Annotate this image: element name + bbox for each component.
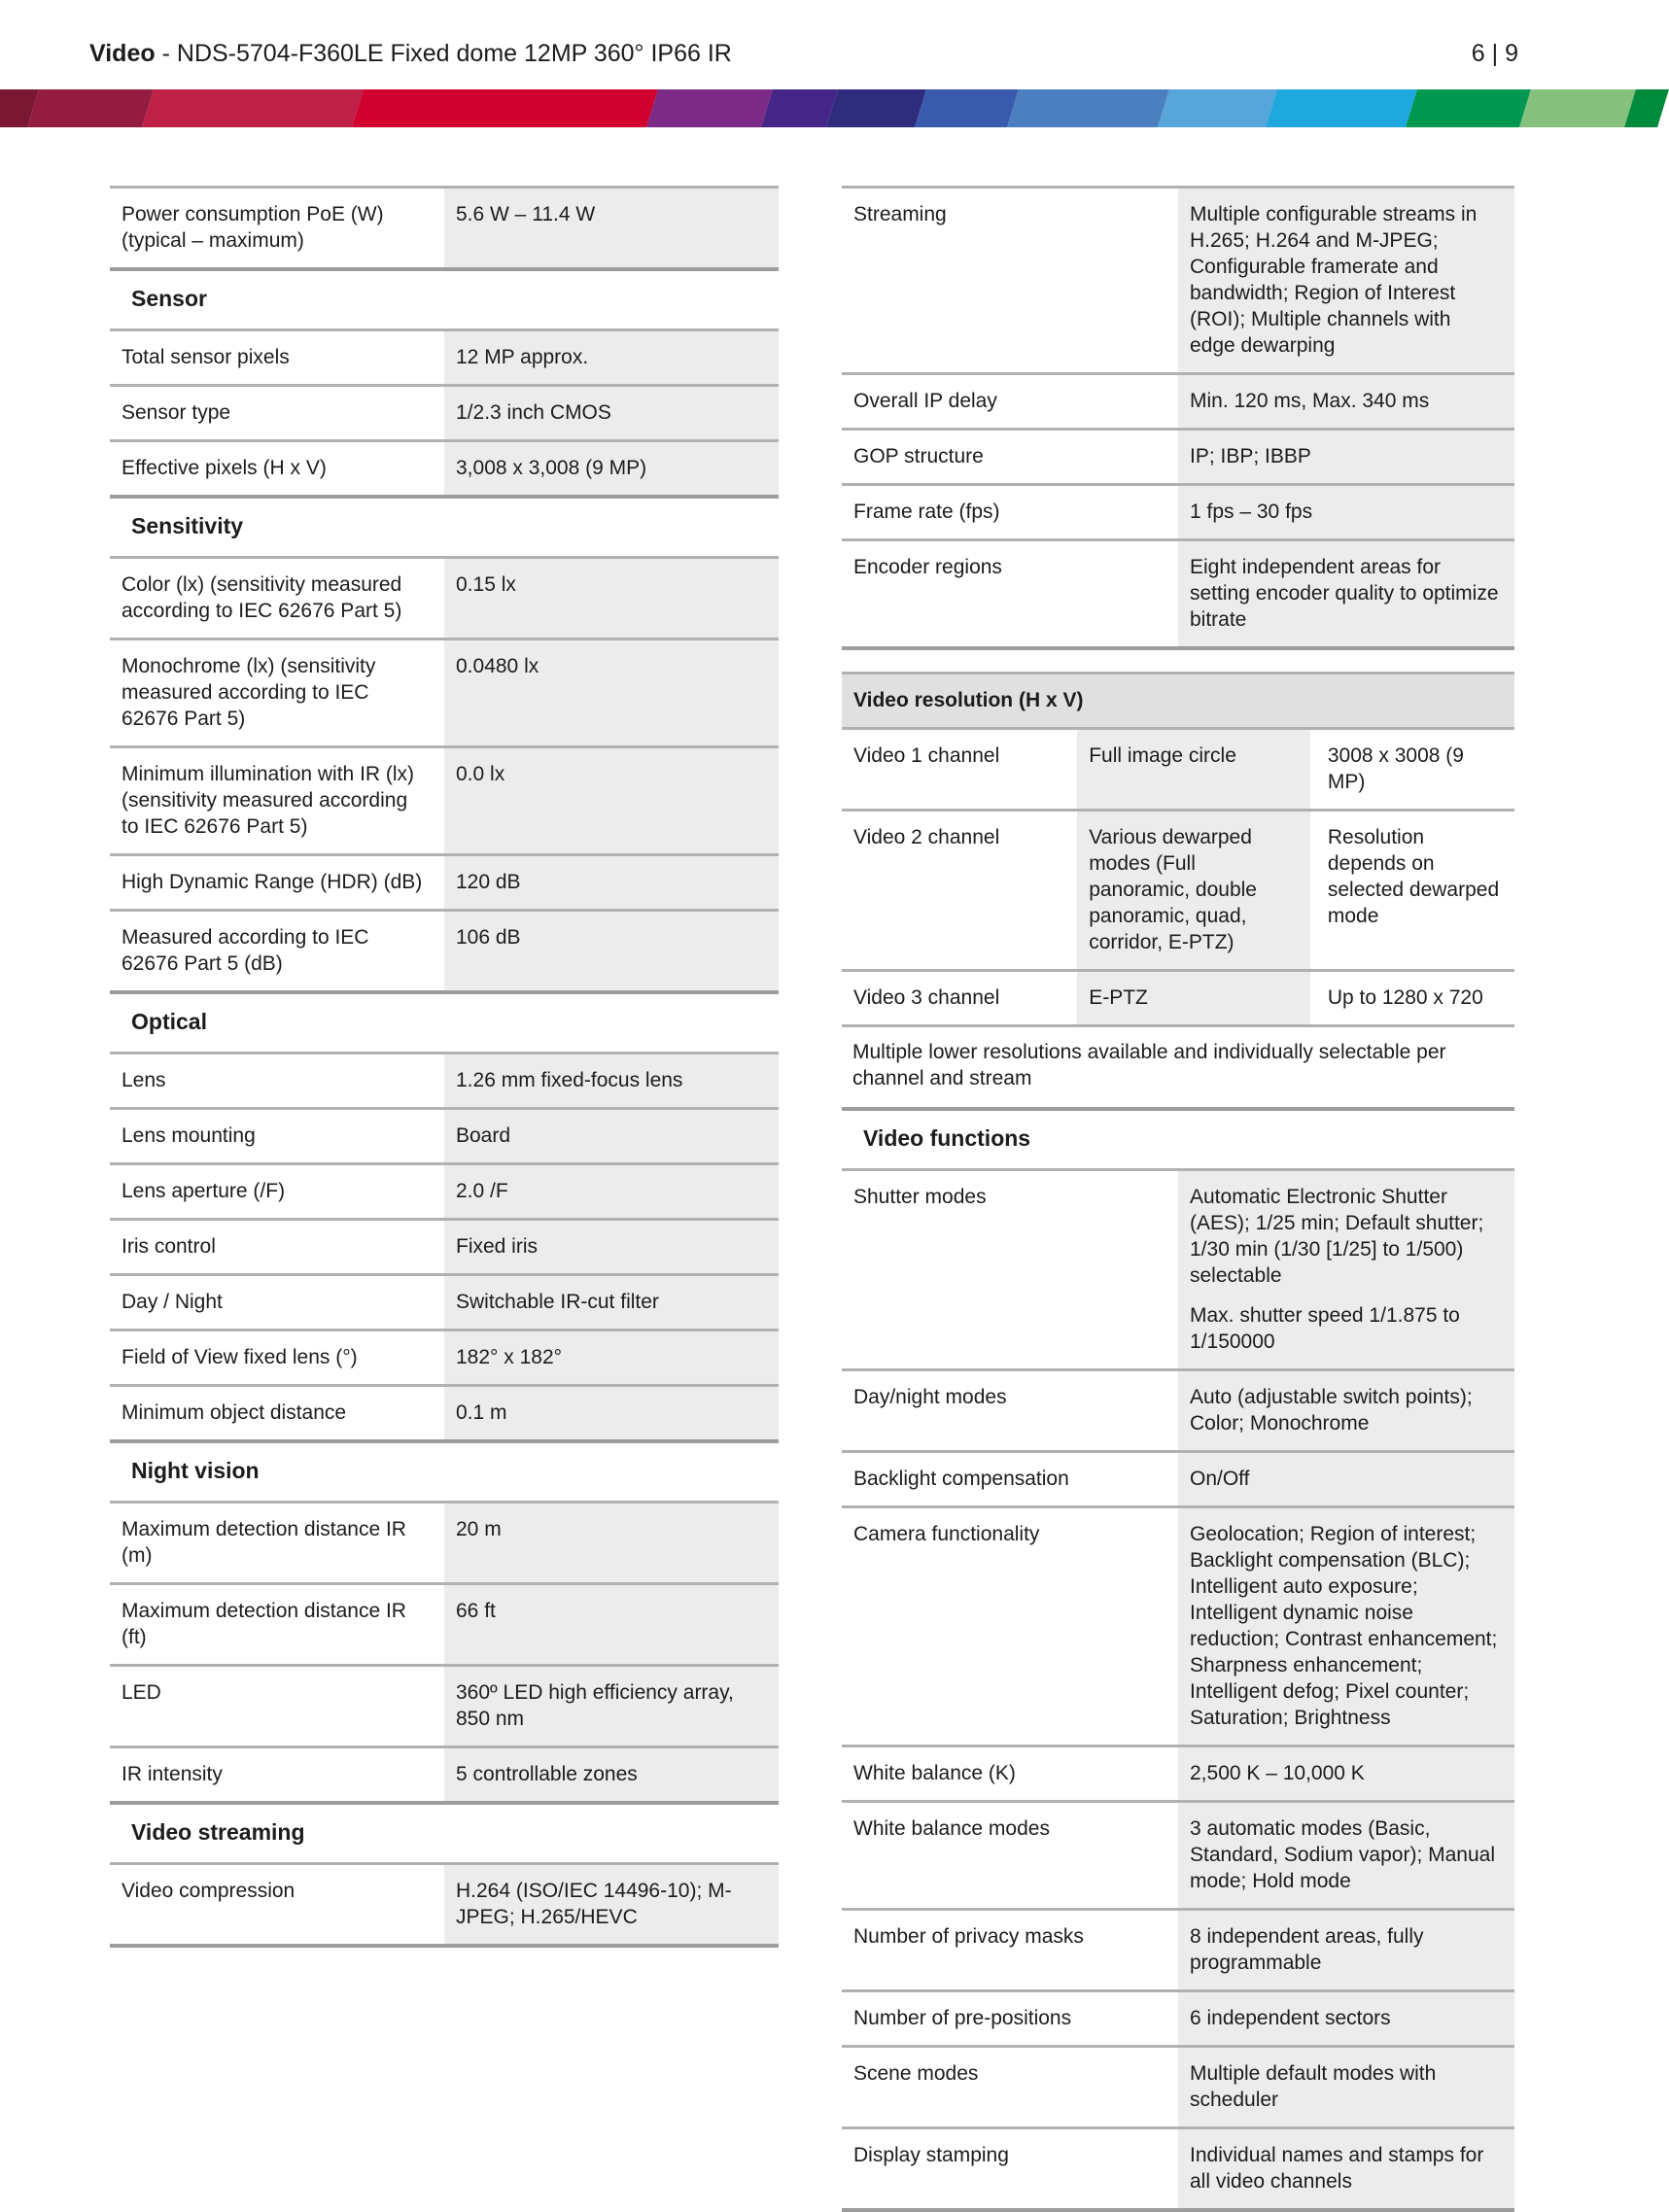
spec-table <box>842 1168 1514 2212</box>
resolution-cell: Video 2 channel <box>853 826 1000 848</box>
spec-value <box>444 748 779 853</box>
spec-value <box>1178 431 1514 483</box>
spec-value <box>444 856 779 909</box>
section-heading: Optical <box>131 1009 207 1034</box>
spec-value <box>1178 375 1514 428</box>
spec-value <box>1178 1911 1514 1989</box>
spec-label: Minimum object distance <box>122 1401 347 1424</box>
spec-label: GOP structure <box>853 445 984 467</box>
spec-label: High Dynamic Range (HDR) (dB) <box>122 871 423 893</box>
spec-value <box>1178 189 1514 372</box>
spec-value <box>1178 486 1514 538</box>
spec-label: Monochrome (lx) (sensitivity measured according to IEC 62676 Part 5) <box>122 655 376 730</box>
right-column <box>842 186 1514 2212</box>
spec-row <box>842 538 1514 646</box>
spec-value-paragraph: 3,008 x 3,008 (9 MP) <box>456 457 647 479</box>
content-columns <box>110 186 1608 2212</box>
spec-value-paragraph: Geolocation; Region of interest; Backlight compensation (BLC); Intelligent auto exposure; Intelligent dynamic noise reduction; Contrast enhancement; Sharpness enhancement; Intelligent defog; Pixel counter; Saturation; Brightness <box>1190 1523 1498 1729</box>
resolution-row <box>842 969 1514 1024</box>
spec-value-paragraph: 2.0 /F <box>456 1180 508 1202</box>
spec-label: Scene modes <box>853 2062 979 2085</box>
spec-value-paragraph: 0.15 lx <box>456 573 516 596</box>
spec-row <box>110 638 779 745</box>
spec-row <box>842 372 1514 428</box>
resolution-cell: Video 1 channel <box>853 744 1000 767</box>
spec-row <box>110 328 779 384</box>
resolution-cell: Up to 1280 x 720 <box>1327 986 1483 1009</box>
spec-value <box>444 1054 779 1107</box>
spec-value-paragraph: 5 controllable zones <box>456 1763 638 1785</box>
spec-value <box>444 1110 779 1162</box>
spec-row <box>110 1329 779 1384</box>
spec-table <box>110 186 779 271</box>
spec-value-paragraph: 1 fps – 30 fps <box>1190 501 1313 523</box>
spec-value-paragraph: 0.1 m <box>456 1401 507 1424</box>
spec-value <box>444 640 779 745</box>
spec-row <box>110 853 779 909</box>
spec-row <box>842 2126 1514 2208</box>
spec-value <box>444 331 779 384</box>
spec-value-paragraph: Individual names and stamps for all video channels <box>1190 2144 1484 2193</box>
spec-label: Number of pre-positions <box>853 2007 1072 2029</box>
stripe-segment <box>1007 89 1169 127</box>
spec-value <box>1178 1992 1514 2045</box>
spec-row <box>842 1505 1514 1745</box>
spec-table <box>110 328 779 499</box>
spec-row <box>110 439 779 495</box>
spec-row <box>110 1664 779 1745</box>
spec-value <box>444 1748 779 1801</box>
spec-value-paragraph: 0.0 lx <box>456 763 505 785</box>
spec-label: Day/night modes <box>853 1386 1007 1408</box>
spec-value <box>444 1276 779 1329</box>
spec-label: Day / Night <box>122 1291 223 1313</box>
spec-value-paragraph: 20 m <box>456 1518 502 1540</box>
spec-label: Minimum illumination with IR (lx) (sensitivity measured according to IEC 62676 Part 5) <box>122 763 415 838</box>
spec-value-paragraph: Eight independent areas for setting encoder quality to optimize bitrate <box>1190 556 1499 631</box>
section-heading: Sensitivity <box>131 513 244 538</box>
resolution-cell: Various dewarped modes (Full panoramic, double panoramic, quad, corridor, E-PTZ) <box>1077 812 1310 969</box>
spec-label: Frame rate (fps) <box>853 501 1000 523</box>
spec-value <box>444 387 779 439</box>
spec-row <box>110 556 779 638</box>
spec-value-paragraph: 2,500 K – 10,000 K <box>1190 1762 1365 1784</box>
spec-row <box>110 1745 779 1801</box>
stripe-segment <box>761 89 838 127</box>
spec-value-paragraph: Auto (adjustable switch points); Color; Monochrome <box>1190 1386 1473 1434</box>
spec-value <box>1178 1508 1514 1745</box>
spec-value <box>444 189 779 267</box>
spec-label: Number of privacy masks <box>853 1925 1084 1948</box>
spec-label: Power consumption PoE (W) (typical – maximum) <box>122 203 384 252</box>
stripe-segment <box>27 89 154 127</box>
spec-value-paragraph: 0.0480 lx <box>456 655 539 677</box>
spec-label: Encoder regions <box>853 556 1002 578</box>
spec-row <box>110 384 779 439</box>
doc-title <box>89 40 732 68</box>
resolution-cell: 3008 x 3008 (9 MP) <box>1327 744 1464 793</box>
spec-row <box>110 1501 779 1582</box>
spec-value-paragraph: 1.26 mm fixed-focus lens <box>456 1069 683 1091</box>
spec-label: IR intensity <box>122 1763 223 1785</box>
spec-label: White balance modes <box>853 1817 1050 1840</box>
spec-value <box>444 1585 779 1664</box>
section-heading: Night vision <box>131 1458 260 1483</box>
spec-label: Shutter modes <box>853 1186 987 1208</box>
spec-row <box>110 1052 779 1107</box>
spec-row <box>842 483 1514 538</box>
spec-label: Video compression <box>122 1880 296 1902</box>
spec-label: Sensor type <box>122 401 231 424</box>
spec-label: Backlight compensation <box>853 1468 1069 1490</box>
spec-label: White balance (K) <box>853 1762 1016 1784</box>
spec-value-paragraph: Multiple default modes with scheduler <box>1190 2062 1437 2111</box>
spec-row <box>110 1582 779 1664</box>
spec-value-paragraph: Automatic Electronic Shutter (AES); 1/25 min; Default shutter; 1/30 min (1/30 [1/25] to 1/500) selectable <box>1190 1186 1484 1287</box>
spec-value <box>444 1387 779 1439</box>
spec-row <box>110 909 779 990</box>
spec-label: Effective pixels (H x V) <box>122 457 327 479</box>
spec-value-paragraph: Fixed iris <box>456 1235 539 1258</box>
spec-value-paragraph: Max. shutter speed 1/1.875 to 1/150000 <box>1190 1304 1460 1353</box>
spec-value <box>1178 1171 1514 1368</box>
spec-table <box>110 1862 779 1948</box>
stripe-segment <box>1266 89 1417 127</box>
resolution-table <box>842 672 1514 1027</box>
spec-label: LED <box>122 1681 161 1704</box>
spec-value <box>444 912 779 990</box>
spec-value <box>1178 1371 1514 1450</box>
spec-value-paragraph: 1/2.3 inch CMOS <box>456 401 611 424</box>
section-heading: Video streaming <box>131 1819 305 1845</box>
spec-label: Measured according to IEC 62676 Part 5 (dB) <box>122 926 369 975</box>
spec-row <box>110 1107 779 1162</box>
spec-label: Lens <box>122 1069 166 1091</box>
spec-row <box>842 1908 1514 1989</box>
spec-value-paragraph: Min. 120 ms, Max. 340 ms <box>1190 390 1430 412</box>
spec-label: Camera functionality <box>853 1523 1040 1545</box>
spec-value-paragraph: On/Off <box>1190 1468 1250 1490</box>
spec-row <box>110 1162 779 1218</box>
resolution-cell: Video 3 channel <box>853 986 1000 1009</box>
spec-row <box>842 1989 1514 2045</box>
product-title: - NDS-5704-F360LE Fixed dome 12MP 360° IP66 IR <box>161 40 732 67</box>
spec-value-paragraph: H.264 (ISO/IEC 14496-10); M-JPEG; H.265/HEVC <box>456 1880 732 1928</box>
doc-header <box>0 0 1608 89</box>
spec-value <box>444 442 779 495</box>
spec-row <box>842 428 1514 483</box>
spec-label: Overall IP delay <box>853 390 997 412</box>
spec-value <box>444 1503 779 1582</box>
stripe-segment <box>826 89 926 127</box>
spec-row <box>110 1218 779 1273</box>
spec-value-paragraph: 5.6 W – 11.4 W <box>456 203 596 225</box>
spec-value-paragraph: Board <box>456 1124 511 1147</box>
left-column <box>110 186 779 1948</box>
stripe-segment <box>1406 89 1531 127</box>
page-number: 6 | 9 <box>1471 40 1518 67</box>
spec-table <box>110 556 779 994</box>
resolution-row <box>842 727 1514 809</box>
spec-row <box>110 1862 779 1944</box>
doc-category: Video <box>89 40 156 67</box>
spec-label: Lens mounting <box>122 1124 256 1147</box>
spec-label: Iris control <box>122 1235 216 1258</box>
spec-table <box>110 1052 779 1443</box>
spec-value <box>444 1221 779 1273</box>
section-heading: Sensor <box>131 286 207 311</box>
spec-value <box>1178 1803 1514 1908</box>
spec-value-paragraph: Multiple configurable streams in H.265; H.264 and M-JPEG; Configurable framerate and bandwidth; Region of Interest (ROI); Multiple channels with edge dewarping <box>1190 203 1478 357</box>
spec-label: Lens aperture (/F) <box>122 1180 286 1202</box>
spec-value-paragraph: 6 independent sectors <box>1190 2007 1391 2029</box>
spec-value <box>444 559 779 638</box>
section-heading: Video functions <box>863 1125 1031 1151</box>
spec-label: Maximum detection distance IR (m) <box>122 1518 406 1567</box>
resolution-cell: Full image circle <box>1077 730 1310 809</box>
spec-value-paragraph: 182° x 182° <box>456 1346 563 1368</box>
spec-value-paragraph: 66 ft <box>456 1600 496 1622</box>
spec-label: Color (lx) (sensitivity measured according to IEC 62676 Part 5) <box>122 573 402 622</box>
spec-label: Display stamping <box>853 2144 1009 2166</box>
stripe-segment <box>142 89 364 127</box>
stripe-segment <box>646 89 773 127</box>
table-footnote: Multiple lower resolutions available and individually selectable per channel and stream <box>842 1027 1514 1111</box>
spec-value <box>444 1165 779 1218</box>
spec-label: Maximum detection distance IR (ft) <box>122 1600 406 1648</box>
spec-value <box>444 1331 779 1384</box>
spec-value <box>1178 1747 1514 1800</box>
resolution-table-header: Video resolution (H x V) <box>842 672 1514 727</box>
spec-value-paragraph: 120 dB <box>456 871 521 893</box>
spec-row <box>842 1800 1514 1908</box>
spec-row <box>842 1745 1514 1800</box>
spec-label: Field of View fixed lens (°) <box>122 1346 358 1368</box>
spec-value-paragraph: 3 automatic modes (Basic, Standard, Sodium vapor); Manual mode; Hold mode <box>1190 1817 1496 1892</box>
stripe-segment <box>1519 89 1636 127</box>
spec-row <box>842 186 1514 372</box>
spec-value <box>444 1667 779 1745</box>
stripe-segment <box>915 89 1018 127</box>
spec-value-paragraph: 12 MP approx. <box>456 346 589 368</box>
spec-value <box>444 1865 779 1944</box>
spec-value-paragraph: 360º LED high efficiency array, 850 nm <box>456 1681 734 1730</box>
spec-row <box>842 1368 1514 1450</box>
spec-value <box>1178 2048 1514 2126</box>
resolution-cell: E-PTZ <box>1077 972 1310 1024</box>
spec-table <box>842 186 1514 650</box>
spec-row <box>842 1450 1514 1505</box>
resolution-row <box>842 809 1514 969</box>
spec-value-paragraph: 8 independent areas, fully programmable <box>1190 1925 1424 1974</box>
spec-value <box>1178 1453 1514 1505</box>
spec-row <box>110 1273 779 1329</box>
spec-value <box>1178 2129 1514 2208</box>
spec-row <box>842 1168 1514 1368</box>
brand-stripe <box>0 89 1630 127</box>
spec-label: Total sensor pixels <box>122 346 290 368</box>
spec-row <box>110 1384 779 1439</box>
stripe-segment <box>1158 89 1277 127</box>
spec-value-paragraph: Switchable IR-cut filter <box>456 1291 659 1313</box>
spec-label: Streaming <box>853 203 947 225</box>
spec-row <box>842 2045 1514 2126</box>
spec-row <box>110 745 779 853</box>
spec-value-paragraph: IP; IBP; IBBP <box>1190 445 1311 467</box>
spec-table <box>110 1501 779 1805</box>
stripe-segment <box>352 89 658 127</box>
spec-value <box>1178 541 1514 646</box>
spec-value-paragraph: 106 dB <box>456 926 521 949</box>
spec-row <box>110 186 779 267</box>
resolution-cell: Resolution depends on selected dewarped mode <box>1327 826 1500 927</box>
